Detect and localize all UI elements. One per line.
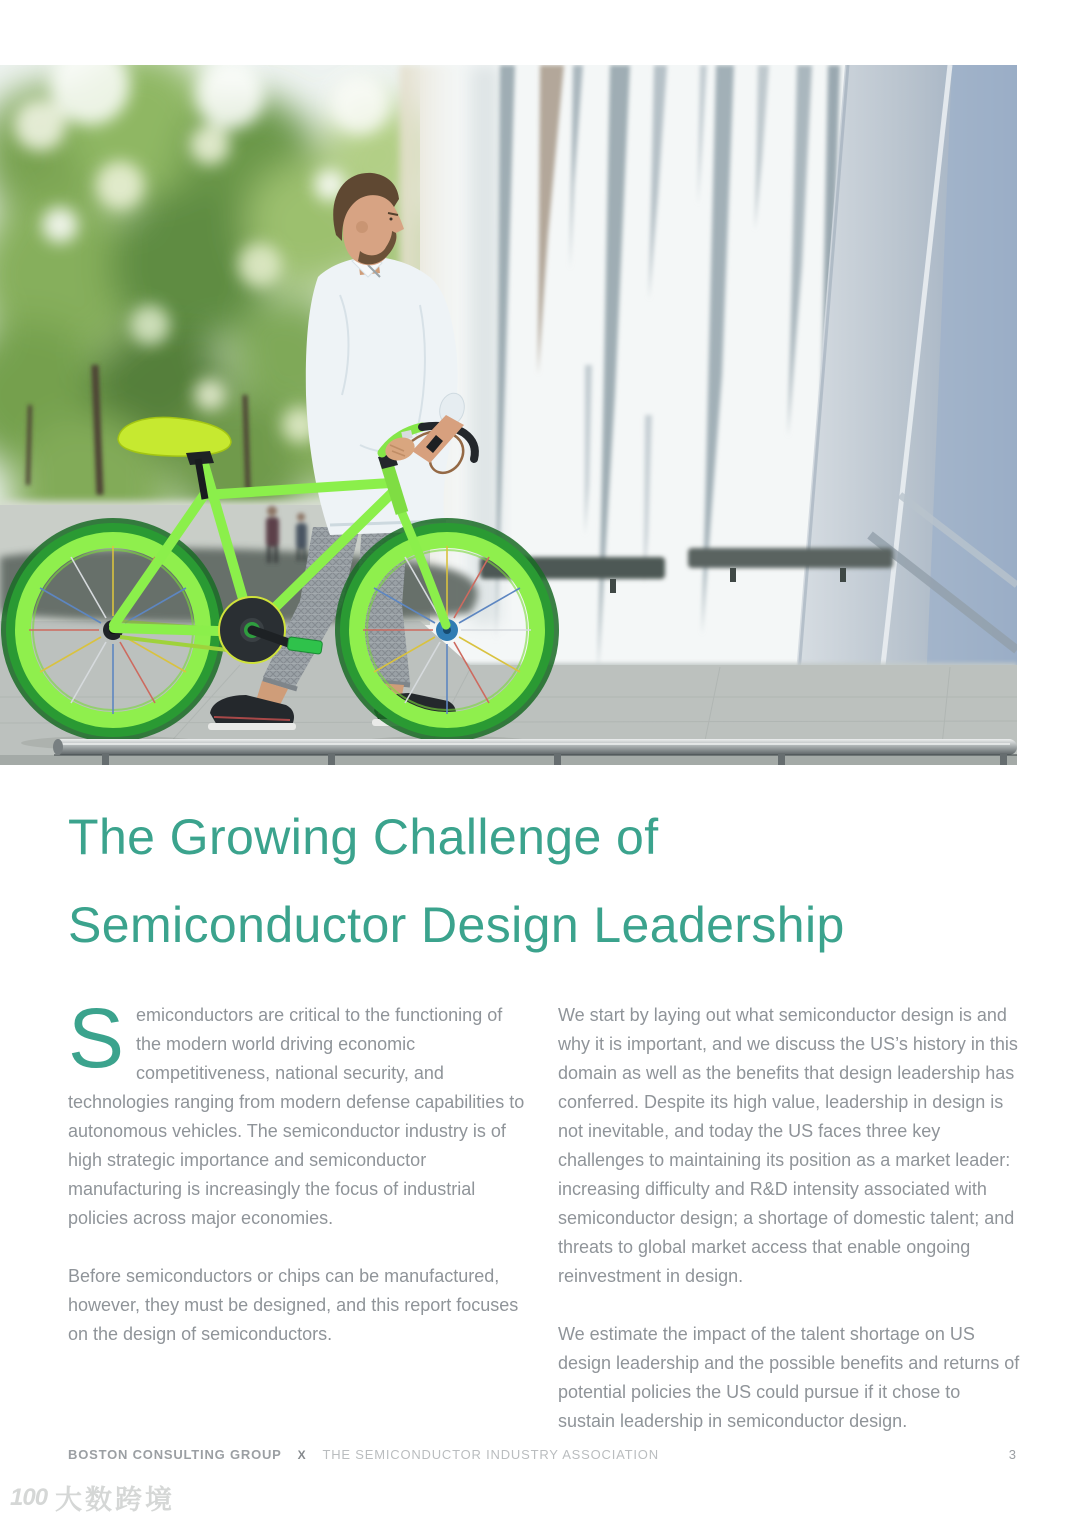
watermark-text: 大数跨境	[55, 1485, 176, 1515]
hero-image	[0, 65, 1017, 765]
page-title-line2: Semiconductor Design Leadership	[68, 897, 845, 953]
photo-illustration	[0, 65, 1017, 765]
page-title	[68, 793, 845, 969]
building-columns	[400, 65, 1017, 710]
bench	[688, 548, 893, 568]
page-footer	[68, 1447, 1016, 1462]
footer-brand-bcg: BOSTON CONSULTING GROUP	[68, 1447, 282, 1462]
right-paragraph-1: We start by laying out what semiconductor design is and why it is important, and we discuss the US’s history in this domain as well as the benefits that design leadership has conferred. Despite its high value, leadership in design is not inevitable, and today the US faces three key challenges to maintaining its position as a market leader: increasing difficulty and R&D intensity associated with semiconductor design; a shortage of domestic talent; and threats to global market access that enable ongoing reinvestment in design.	[558, 1005, 1018, 1286]
watermark	[10, 1478, 175, 1517]
right-column	[558, 1001, 1020, 1465]
right-paragraph-2: We estimate the impact of the talent shortage on US design leadership and the possible benefits and returns of potential policies the US could pursue if it chose to sustain leadership in semiconductor design.	[558, 1324, 1020, 1431]
left-paragraph-2: Before semiconductors or chips can be manufactured, however, they must be designed, and this report focuses on the design of semiconductors.	[68, 1266, 519, 1344]
page-title-line1: The Growing Challenge of	[68, 809, 659, 865]
watermark-logo-icon: 100	[10, 1483, 48, 1511]
page-number: 3	[1008, 1447, 1016, 1462]
left-column	[68, 991, 530, 1378]
left-paragraph-1-text: emiconductors are critical to the functioning of the modern world driving economic competitiveness, national security, and technologies ranging from modern defense capabilities to autonomous vehicles. The semiconductor industry is of high strategic importance and semiconductor manufacturing is increasingly the focus of industrial policies across major economies.	[68, 1005, 525, 1228]
shirt	[306, 257, 458, 535]
drop-cap: S	[68, 991, 125, 1085]
left-paragraph-1	[68, 991, 530, 1233]
footer-separator: X	[297, 1448, 307, 1462]
front-wheel	[338, 521, 556, 739]
footer-brand-sia: THE SEMICONDUCTOR INDUSTRY ASSOCIATION	[322, 1447, 659, 1462]
